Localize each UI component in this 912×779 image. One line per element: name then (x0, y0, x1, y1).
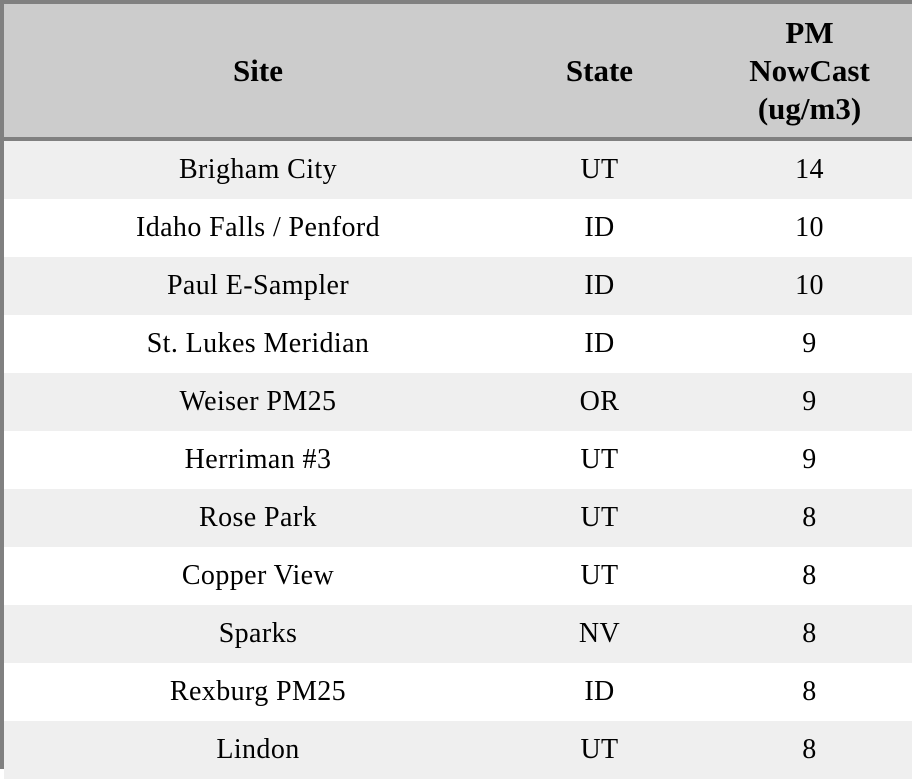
cell-pm: 9 (802, 444, 817, 476)
cell-pm: 8 (802, 734, 817, 766)
cell-site: Paul E-Sampler (166, 270, 350, 302)
cell-pm: 8 (802, 502, 817, 534)
cell-site: Idaho Falls / Penford (135, 212, 381, 244)
cell-pm: 14 (795, 154, 824, 186)
cell-site: Copper View (181, 560, 335, 592)
cell-state: UT (580, 154, 619, 186)
table-row (4, 489, 912, 547)
table-row (4, 663, 912, 721)
cell-state: UT (580, 444, 619, 476)
cell-pm: 10 (795, 212, 824, 244)
column-header-site: Site (4, 4, 512, 139)
cell-site: Herriman #3 (184, 444, 332, 476)
cell-site: Rose Park (199, 502, 317, 534)
table-row (4, 315, 912, 373)
column-header-pm-nowcast (687, 4, 912, 139)
column-header-pm-line-3: (ug/m3) (757, 90, 862, 126)
cell-state: OR (579, 386, 620, 418)
column-header-pm-line-1: PM (785, 15, 834, 50)
cell-site: Rexburg PM25 (169, 676, 347, 708)
table-row (4, 257, 912, 315)
cell-site: Sparks (218, 618, 298, 650)
cell-site: Lindon (216, 734, 300, 766)
table-row (4, 721, 912, 779)
table-row (4, 373, 912, 431)
air-quality-table (4, 4, 912, 779)
cell-pm: 9 (802, 386, 817, 418)
column-header-pm-line-2: NowCast (749, 52, 870, 88)
table-row (4, 547, 912, 605)
table-row (4, 139, 912, 199)
table-header-row (4, 4, 912, 139)
cell-state: UT (580, 560, 619, 592)
cell-pm: 10 (795, 270, 824, 302)
cell-pm: 9 (802, 328, 817, 360)
table-row (4, 605, 912, 663)
table-row (4, 431, 912, 489)
cell-state: ID (584, 270, 615, 302)
cell-state: ID (584, 212, 615, 244)
cell-site: Brigham City (178, 154, 338, 186)
cell-state: NV (578, 618, 621, 650)
cell-state: UT (580, 502, 619, 534)
cell-pm: 8 (802, 560, 817, 592)
cell-state: UT (580, 734, 619, 766)
cell-pm: 8 (802, 618, 817, 650)
column-header-state: State (512, 4, 687, 139)
cell-pm: 8 (802, 676, 817, 708)
table-row (4, 199, 912, 257)
table-header (4, 4, 912, 139)
cell-site: Weiser PM25 (179, 386, 337, 418)
cell-state: ID (584, 676, 615, 708)
cell-site: St. Lukes Meridian (146, 328, 370, 360)
cell-state: ID (584, 328, 615, 360)
table-body (4, 139, 912, 779)
